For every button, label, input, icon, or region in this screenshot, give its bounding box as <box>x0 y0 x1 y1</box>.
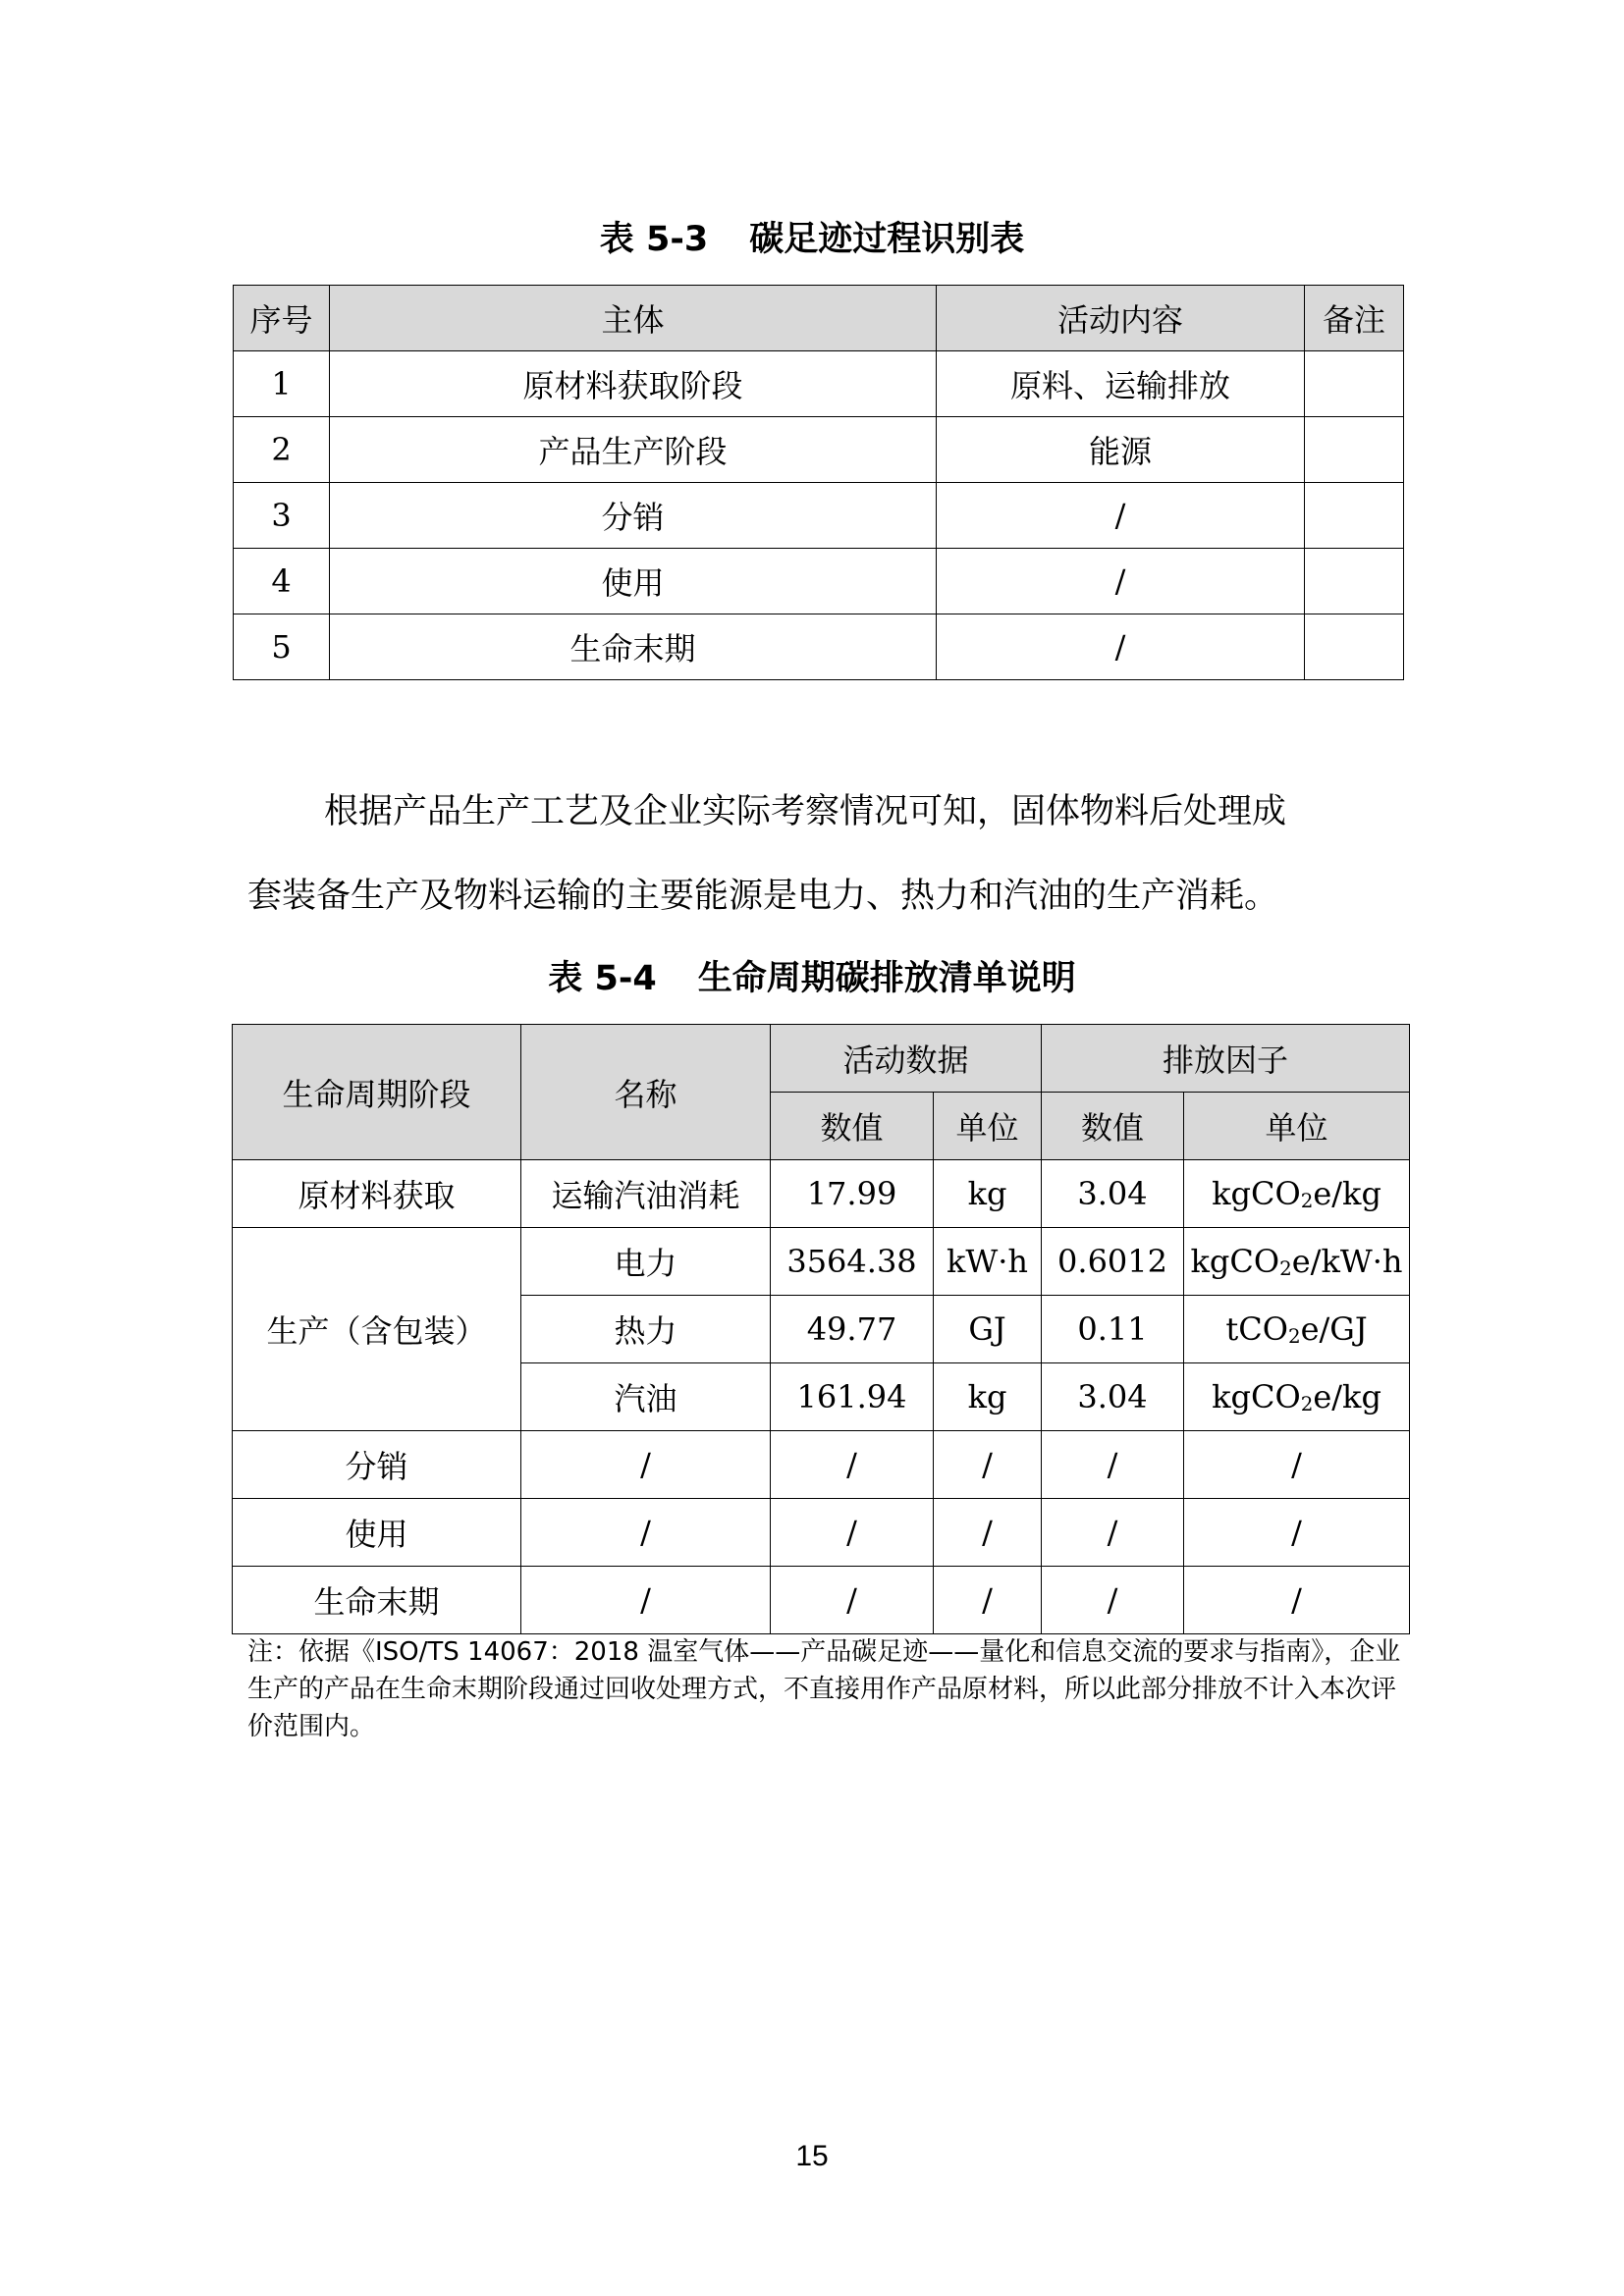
cell-seq: 3 <box>234 483 330 549</box>
header-activity: 活动内容 <box>937 286 1305 351</box>
cell-activity-value: 49.77 <box>771 1296 934 1363</box>
cell-factor-value: 3.04 <box>1042 1160 1184 1228</box>
cell-factor-unit: / <box>1184 1499 1410 1567</box>
table-row <box>233 1431 1410 1499</box>
cell-activity-unit: kg <box>934 1160 1042 1228</box>
header-activity-value: 数值 <box>771 1093 934 1160</box>
cell-activity-unit: / <box>934 1567 1042 1634</box>
cell-factor-value: / <box>1042 1567 1184 1634</box>
cell-remark <box>1305 549 1404 614</box>
cell-activity-value: 161.94 <box>771 1363 934 1431</box>
table-row <box>233 1499 1410 1567</box>
cell-factor-value: 0.6012 <box>1042 1228 1184 1296</box>
table-5-4-caption <box>0 957 1624 1000</box>
header-name: 名称 <box>521 1025 771 1160</box>
cell-stage: 分销 <box>233 1431 521 1499</box>
cell-activity: / <box>937 483 1305 549</box>
cell-seq: 4 <box>234 549 330 614</box>
cell-name: / <box>521 1567 771 1634</box>
cell-stage: 生产（含包装） <box>233 1228 521 1431</box>
table-5-3-number: 表 5-3 <box>599 220 709 259</box>
header-remark: 备注 <box>1305 286 1404 351</box>
cell-stage: 使用 <box>233 1499 521 1567</box>
table-row <box>233 1160 1410 1228</box>
cell-name: / <box>521 1431 771 1499</box>
cell-factor-value: / <box>1042 1499 1184 1567</box>
cell-factor-unit: kgCO$_2$e/kg <box>1184 1160 1410 1228</box>
header-activity-data: 活动数据 <box>771 1025 1042 1093</box>
table-row <box>233 1567 1410 1634</box>
table-5-4 <box>232 1024 1410 1634</box>
cell-seq: 5 <box>234 614 330 680</box>
cell-activity-value: / <box>771 1431 934 1499</box>
paragraph-line-2: 套装备生产及物料运输的主要能源是电力、热力和汽油的生产消耗。 <box>247 877 1279 916</box>
cell-factor-unit: / <box>1184 1567 1410 1634</box>
table-row <box>234 417 1404 483</box>
cell-remark <box>1305 483 1404 549</box>
cell-subject: 产品生产阶段 <box>330 417 937 483</box>
cell-subject: 生命末期 <box>330 614 937 680</box>
cell-subject: 使用 <box>330 549 937 614</box>
cell-seq: 2 <box>234 417 330 483</box>
cell-stage: 原材料获取 <box>233 1160 521 1228</box>
cell-remark <box>1305 417 1404 483</box>
cell-name: 热力 <box>521 1296 771 1363</box>
cell-activity-unit: kW·h <box>934 1228 1042 1296</box>
cell-name: 电力 <box>521 1228 771 1296</box>
page-number: 15 <box>795 2140 829 2172</box>
header-emission-factor: 排放因子 <box>1042 1025 1410 1093</box>
cell-activity: / <box>937 614 1305 680</box>
table-row <box>234 483 1404 549</box>
cell-activity: 能源 <box>937 417 1305 483</box>
cell-activity-value: 3564.38 <box>771 1228 934 1296</box>
header-factor-unit: 单位 <box>1184 1093 1410 1160</box>
header-factor-value: 数值 <box>1042 1093 1184 1160</box>
cell-factor-value: / <box>1042 1431 1184 1499</box>
cell-remark <box>1305 614 1404 680</box>
table-row <box>234 614 1404 680</box>
cell-factor-unit: kgCO$_2$e/kg <box>1184 1363 1410 1431</box>
header-stage: 生命周期阶段 <box>233 1025 521 1160</box>
cell-factor-unit: tCO$_2$e/GJ <box>1184 1296 1410 1363</box>
cell-name: 运输汽油消耗 <box>521 1160 771 1228</box>
cell-activity: 原料、运输排放 <box>937 351 1305 417</box>
cell-stage: 生命末期 <box>233 1567 521 1634</box>
body-paragraph <box>247 770 1386 938</box>
cell-activity-unit: kg <box>934 1363 1042 1431</box>
cell-activity-value: / <box>771 1567 934 1634</box>
table-header-row <box>233 1025 1410 1093</box>
paragraph-line-1: 根据产品生产工艺及企业实际考察情况可知，固体物料后处理成 <box>324 792 1287 831</box>
table-row <box>233 1228 1410 1296</box>
cell-seq: 1 <box>234 351 330 417</box>
cell-activity-unit: / <box>934 1431 1042 1499</box>
cell-activity-unit: / <box>934 1499 1042 1567</box>
cell-factor-unit: kgCO$_2$e/kW·h <box>1184 1228 1410 1296</box>
cell-factor-value: 3.04 <box>1042 1363 1184 1431</box>
header-activity-unit: 单位 <box>934 1093 1042 1160</box>
table-row <box>234 351 1404 417</box>
cell-factor-value: 0.11 <box>1042 1296 1184 1363</box>
table-row <box>234 549 1404 614</box>
cell-subject: 分销 <box>330 483 937 549</box>
header-seq: 序号 <box>234 286 330 351</box>
table-5-4-title: 生命周期碳排放清单说明 <box>697 959 1076 998</box>
table-note: 注：依据《ISO/TS 14067：2018 温室气体——产品碳足迹——量化和信息交流的要求与指南》，企业生产的产品在生命末期阶段通过回收处理方式，不直接用作产品原材料，所以此部分排放不计入本次评价范围内。 <box>247 1637 1401 1741</box>
table-5-3 <box>233 285 1404 680</box>
cell-activity-value: / <box>771 1499 934 1567</box>
table-header-row <box>234 286 1404 351</box>
cell-name: 汽油 <box>521 1363 771 1431</box>
cell-factor-unit: / <box>1184 1431 1410 1499</box>
cell-activity: / <box>937 549 1305 614</box>
header-subject: 主体 <box>330 286 937 351</box>
table-5-3-caption <box>0 218 1624 261</box>
table-5-4-number: 表 5-4 <box>548 959 657 998</box>
cell-name: / <box>521 1499 771 1567</box>
cell-activity-unit: GJ <box>934 1296 1042 1363</box>
cell-remark <box>1305 351 1404 417</box>
table-5-3-title: 碳足迹过程识别表 <box>749 220 1025 259</box>
cell-subject: 原材料获取阶段 <box>330 351 937 417</box>
cell-activity-value: 17.99 <box>771 1160 934 1228</box>
